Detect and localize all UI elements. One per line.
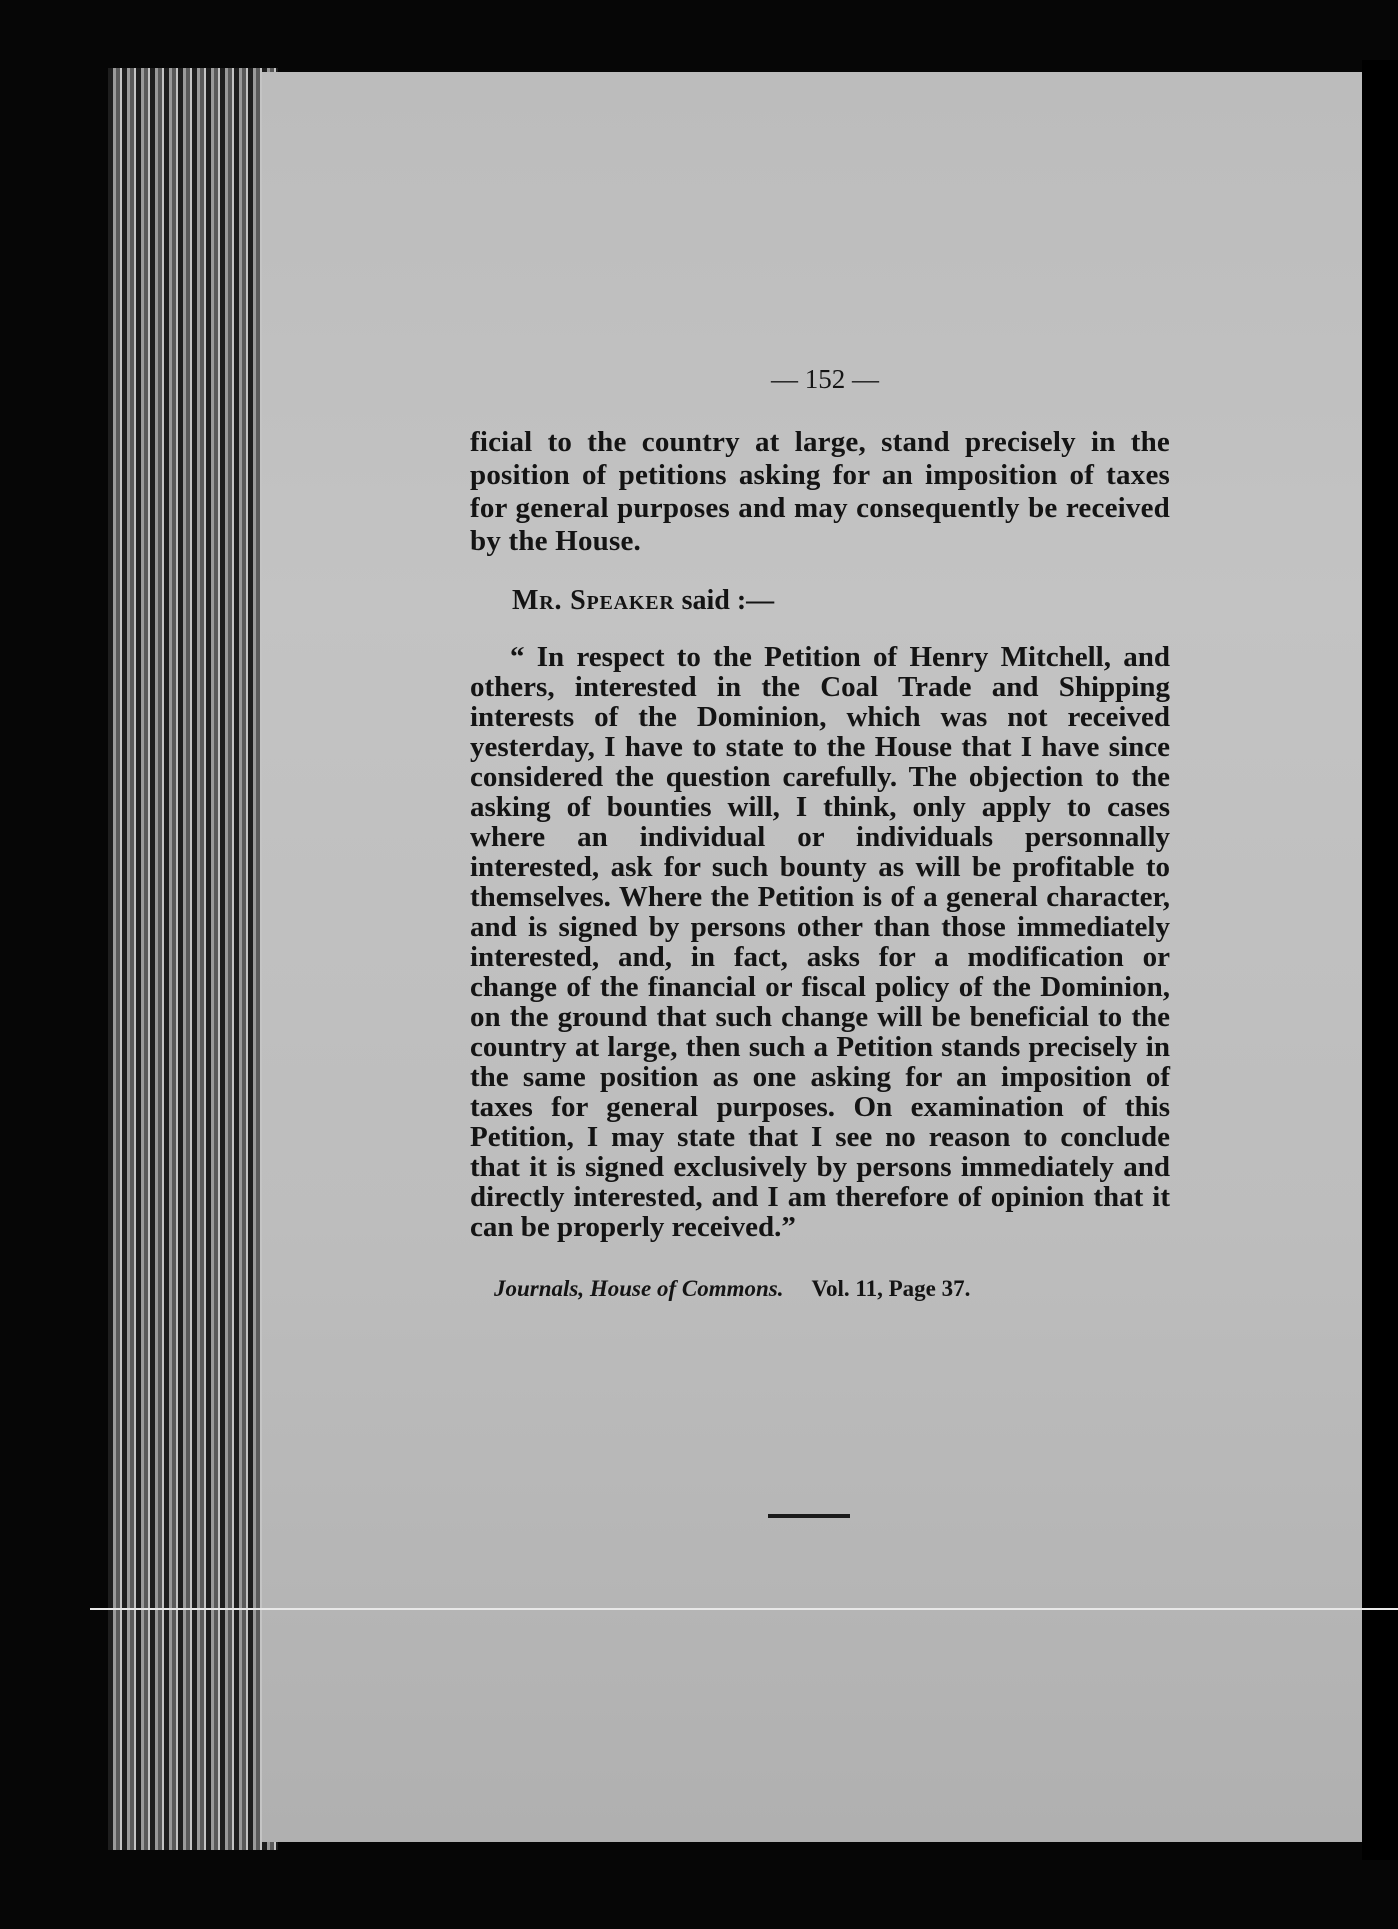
page-number: — 152 — xyxy=(771,364,879,394)
scan-artifact-line xyxy=(90,1608,1398,1610)
speaker-line xyxy=(512,584,1170,618)
citation xyxy=(494,1274,1170,1304)
citation-source: Journals, House of Commons. xyxy=(494,1276,784,1301)
page-text xyxy=(470,370,1170,1304)
opening-paragraph: ficial to the country at large, stand precisely in the position of petitions asking for an imposition of taxes for general purposes and may consequently be received by the House. xyxy=(470,426,1170,557)
book-page-edges xyxy=(108,68,278,1850)
speaker-name: Mr. Speaker xyxy=(512,585,675,616)
speaker-verb: said :— xyxy=(681,585,775,616)
citation-reference: Vol. 11, Page 37. xyxy=(811,1276,971,1301)
section-divider xyxy=(768,1514,850,1518)
speaker-quote: “ In respect to the Petition of Henry Mitchell, and others, interested in the Coal Trade and Shipping interests of the Dominion, which was not received yesterday, I have to state to the House that I have since considered the question carefully. The objection to the asking of bounties will, I think, only apply to cases where an individual or individuals personnally interested, ask for such bounty as will be profitable to themselves. Where the Petition is of a general character, and is signed by persons other than those immediately interested, and, in fact, asks for a modification or change of the financial or fiscal policy of the Dominion, on the ground that such change will be beneficial to the country at large, then such a Petition stands precisely in the same position as one asking for an imposition of taxes for general purposes. On examination of this Petition, I may state that I see no reason to conclude that it is signed exclusively by persons immediately and directly interested, and I am therefore of opinion that it can be properly received.” xyxy=(470,641,1170,1243)
gutter-shadow xyxy=(1362,60,1398,1860)
